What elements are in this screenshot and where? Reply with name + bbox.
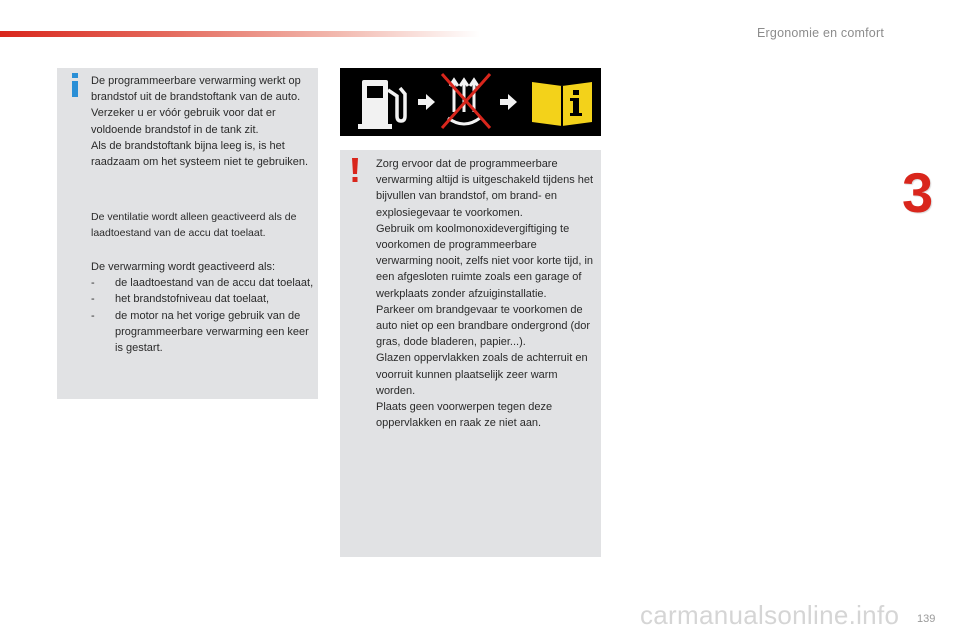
- info-paragraph-2: De ventilatie wordt alleen geactiveerd als de laadtoestand van de accu dat toelaat.: [91, 211, 297, 239]
- list-item: - de laadtoestand van de accu dat toelaat,: [91, 277, 314, 290]
- info-text: Als de brandstoftank bijna leeg is, is het raadzaam om het systeem niet te gebruiken.: [91, 139, 309, 169]
- page-number: 139: [917, 613, 936, 625]
- list-item-text: de motor na het vorige gebruik van de programmeerbare verwarming een keer is gestart.: [115, 309, 309, 355]
- arrow-right-icon: [500, 94, 517, 110]
- warning-paragraph: Gebruik om koolmonoxidevergiftiging te voorkomen de programmeerbare verwarming nooit, zelfs niet voor korte tijd, in een afgesloten ruimte zoals een garage of werkplaats zonder afzuiginstallatie.: [376, 222, 594, 300]
- section-title: Ergonomie en comfort: [757, 26, 884, 40]
- warning-paragraph: Glazen oppervlakken zoals de achterruit en voorruit kunnen plaatselijk zeer warm worden.: [376, 352, 588, 397]
- conditions-intro: De verwarming wordt geactiveerd als:: [91, 261, 276, 273]
- list-item: - het brandstofniveau dat toelaat,: [91, 293, 270, 306]
- warning-icon: [348, 157, 362, 183]
- list-item: - de motor na het vorige gebruik van de programmeerbare verwarming een keer is gestart.: [91, 309, 309, 355]
- manual-book-icon: [532, 82, 592, 126]
- header-accent-bar: [0, 31, 480, 37]
- fuel-pump-icon: [358, 80, 405, 129]
- warning-text: [376, 156, 596, 431]
- warning-paragraph: Zorg ervoor dat de programmeerbare verwarming altijd is uitgeschakeld tijdens het bijvullen van brandstof, om brand- en explosiegevaar te voorkomen.: [376, 158, 594, 219]
- info-paragraph-3: [91, 259, 316, 356]
- info-text: Verzeker u er vóór gebruik voor dat er voldoende brandstof in de tank zit.: [91, 107, 276, 136]
- info-paragraph-1: [91, 73, 316, 170]
- info-icon: [68, 72, 82, 98]
- arrow-right-icon: [418, 94, 435, 110]
- watermark: carmanualsonline.info: [640, 600, 900, 630]
- list-item-text: de laadtoestand van de accu dat toelaat,: [115, 277, 314, 290]
- warning-paragraph: Parkeer om brandgevaar te voorkomen de auto niet op een brandbare ondergrond (dor gras, dode bladeren, papier...).: [376, 303, 591, 349]
- heater-crossed-icon: [442, 74, 490, 128]
- pictogram-graphic: [340, 68, 601, 136]
- list-item-text: het brandstofniveau dat toelaat,: [115, 293, 270, 306]
- chapter-number: 3: [902, 161, 934, 224]
- info-text: De programmeerbare verwarming werkt op brandstof uit de brandstoftank van de auto.: [91, 75, 301, 104]
- warning-paragraph: Plaats geen voorwerpen tegen deze oppervlakken en raak ze niet aan.: [376, 401, 553, 430]
- pictogram-strip: [340, 68, 601, 136]
